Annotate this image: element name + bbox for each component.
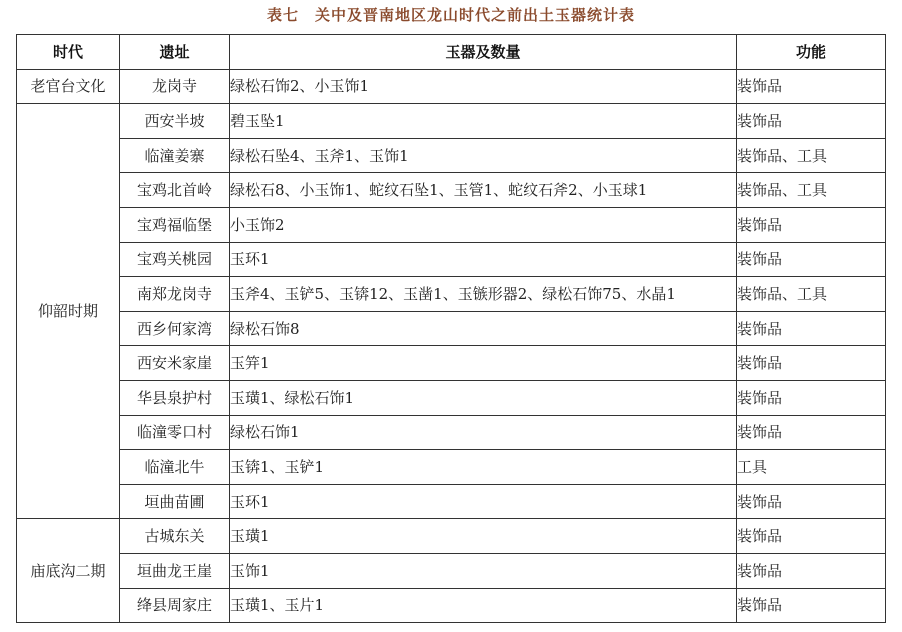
function-cell: 装饰品、工具 (737, 277, 886, 312)
function-cell: 工具 (737, 450, 886, 485)
jade-items-cell: 玉璜1、玉片1 (230, 588, 737, 623)
function-cell: 装饰品 (737, 553, 886, 588)
table-row (17, 553, 886, 588)
site-cell: 绛县周家庄 (120, 588, 230, 623)
jade-items-cell: 绿松石8、小玉饰1、蛇纹石坠1、玉管1、蛇纹石斧2、小玉球1 (230, 173, 737, 208)
jade-statistics-table (16, 34, 886, 623)
site-cell: 宝鸡北首岭 (120, 173, 230, 208)
table-row (17, 380, 886, 415)
header-row (17, 35, 886, 70)
function-cell: 装饰品 (737, 519, 886, 554)
table-row (17, 415, 886, 450)
header-era: 时代 (17, 35, 120, 70)
jade-items-cell: 玉环1 (230, 484, 737, 519)
era-cell: 老官台文化 (17, 69, 120, 104)
jade-items-cell: 绿松石饰2、小玉饰1 (230, 69, 737, 104)
jade-items-cell: 玉锛1、玉铲1 (230, 450, 737, 485)
site-cell: 临潼北牛 (120, 450, 230, 485)
jade-items-cell: 玉斧4、玉铲5、玉锛12、玉凿1、玉镞形器2、绿松石饰75、水晶1 (230, 277, 737, 312)
table-row (17, 138, 886, 173)
site-cell: 垣曲龙王崖 (120, 553, 230, 588)
jade-items-cell: 玉环1 (230, 242, 737, 277)
site-cell: 临潼姜寨 (120, 138, 230, 173)
table-row (17, 173, 886, 208)
function-cell: 装饰品、工具 (737, 173, 886, 208)
function-cell: 装饰品 (737, 104, 886, 139)
jade-items-cell: 绿松石坠4、玉斧1、玉饰1 (230, 138, 737, 173)
jade-items-cell: 玉璜1、绿松石饰1 (230, 380, 737, 415)
era-cell: 庙底沟二期 (17, 519, 120, 623)
table-row (17, 311, 886, 346)
table-row (17, 519, 886, 554)
site-cell: 龙岗寺 (120, 69, 230, 104)
jade-items-cell: 碧玉坠1 (230, 104, 737, 139)
site-cell: 西安米家崖 (120, 346, 230, 381)
jade-items-cell: 玉璜1 (230, 519, 737, 554)
site-cell: 宝鸡福临堡 (120, 207, 230, 242)
function-cell: 装饰品、工具 (737, 138, 886, 173)
jade-items-cell: 小玉饰2 (230, 207, 737, 242)
site-cell: 临潼零口村 (120, 415, 230, 450)
jade-items-cell: 玉笄1 (230, 346, 737, 381)
function-cell: 装饰品 (737, 207, 886, 242)
table-caption: 表七 关中及晋南地区龙山时代之前出土玉器统计表 (266, 6, 635, 24)
table-row (17, 69, 886, 104)
function-cell: 装饰品 (737, 69, 886, 104)
header-function: 功能 (737, 35, 886, 70)
site-cell: 华县泉护村 (120, 380, 230, 415)
function-cell: 装饰品 (737, 588, 886, 623)
site-cell: 西乡何家湾 (120, 311, 230, 346)
site-cell: 古城东关 (120, 519, 230, 554)
jade-items-cell: 绿松石饰1 (230, 415, 737, 450)
function-cell: 装饰品 (737, 242, 886, 277)
site-cell: 南郑龙岗寺 (120, 277, 230, 312)
function-cell: 装饰品 (737, 380, 886, 415)
header-jade: 玉器及数量 (230, 35, 737, 70)
function-cell: 装饰品 (737, 311, 886, 346)
era-cell: 仰韶时期 (17, 104, 120, 519)
table-row (17, 346, 886, 381)
table-row (17, 242, 886, 277)
header-site: 遗址 (120, 35, 230, 70)
table-row (17, 104, 886, 139)
table-body (17, 69, 886, 623)
table-row (17, 484, 886, 519)
table-row (17, 277, 886, 312)
table-row (17, 588, 886, 623)
site-cell: 宝鸡关桃园 (120, 242, 230, 277)
site-cell: 西安半坡 (120, 104, 230, 139)
jade-items-cell: 玉饰1 (230, 553, 737, 588)
table-row (17, 207, 886, 242)
function-cell: 装饰品 (737, 346, 886, 381)
jade-items-cell: 绿松石饰8 (230, 311, 737, 346)
site-cell: 垣曲苗圃 (120, 484, 230, 519)
function-cell: 装饰品 (737, 415, 886, 450)
table-row (17, 450, 886, 485)
function-cell: 装饰品 (737, 484, 886, 519)
